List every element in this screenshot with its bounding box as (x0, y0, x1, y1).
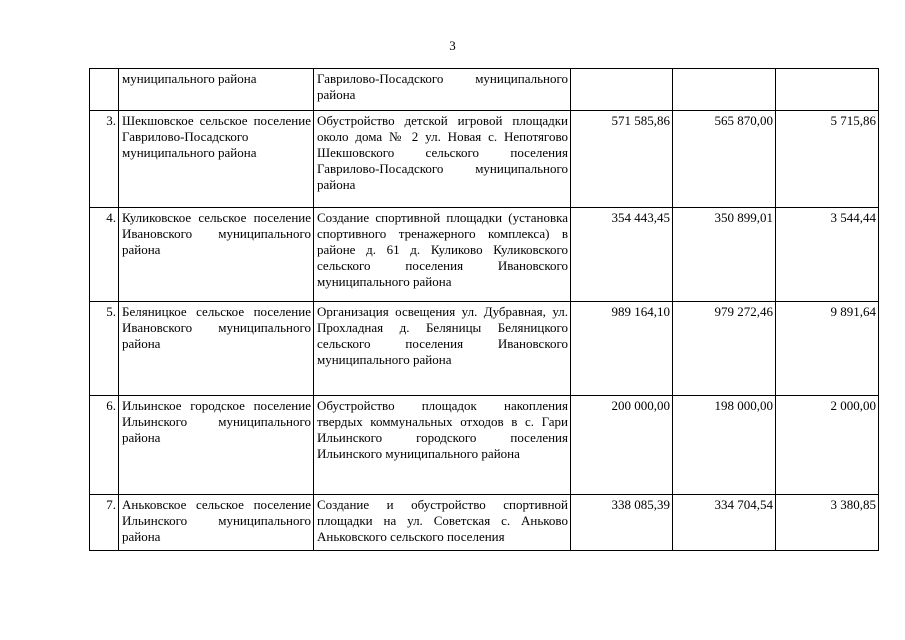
total-amount-cell: 338 085,39 (571, 495, 673, 551)
table-row (90, 396, 879, 495)
project-cell: Создание и обустройство спортивной площадки на ул. Советская с. Аньково Аньковского сельского поселения (314, 495, 571, 551)
grant-table (89, 68, 879, 551)
regional-amount-cell: 979 272,46 (673, 302, 776, 396)
local-amount-cell: 3 544,44 (776, 208, 879, 302)
regional-amount-cell: 565 870,00 (673, 111, 776, 208)
project-cell: Создание спортивной площадки (установка спортивного тренажерного комплекса) в районе д. 61 д. Куликово Куликовского сельского поселения Ивановского муниципального района (314, 208, 571, 302)
regional-amount-cell: 350 899,01 (673, 208, 776, 302)
project-cell: Гаврилово-Посадского муниципального района (314, 69, 571, 111)
total-amount-cell: 354 443,45 (571, 208, 673, 302)
project-cell: Обустройство площадок накопления твердых коммунальных отходов в с. Гари Ильинского городского поселения Ильинского муниципального района (314, 396, 571, 495)
row-number-cell: 4. (90, 208, 119, 302)
page-number: 3 (449, 38, 456, 53)
municipality-cell: муниципального района (119, 69, 314, 111)
table-row (90, 208, 879, 302)
municipality-cell: Аньковское сельское поселение Ильинского муниципального района (119, 495, 314, 551)
local-amount-cell: 9 891,64 (776, 302, 879, 396)
municipality-cell: Беляницкое сельское поселение Ивановского муниципального района (119, 302, 314, 396)
table-row (90, 111, 879, 208)
project-cell: Обустройство детской игровой площадки около дома № 2 ул. Новая с. Непотягово Шекшовского сельского поселения Гаврилово-Посадского муниципального района (314, 111, 571, 208)
table-row (90, 302, 879, 396)
local-amount-cell: 2 000,00 (776, 396, 879, 495)
total-amount-cell: 989 164,10 (571, 302, 673, 396)
total-amount-cell (571, 69, 673, 111)
total-amount-cell: 571 585,86 (571, 111, 673, 208)
row-number-cell: 7. (90, 495, 119, 551)
table-row (90, 495, 879, 551)
municipality-cell: Ильинское городское поселение Ильинского муниципального района (119, 396, 314, 495)
municipality-cell: Шекшовское сельское поселение Гаврилово-Посадского муниципального района (119, 111, 314, 208)
regional-amount-cell (673, 69, 776, 111)
local-amount-cell (776, 69, 879, 111)
row-number-cell: 5. (90, 302, 119, 396)
local-amount-cell: 3 380,85 (776, 495, 879, 551)
municipality-cell: Куликовское сельское поселение Ивановского муниципального района (119, 208, 314, 302)
regional-amount-cell: 198 000,00 (673, 396, 776, 495)
row-number-cell: 6. (90, 396, 119, 495)
project-cell: Организация освещения ул. Дубравная, ул. Прохладная д. Беляницы Беляницкого сельского поселения Ивановского муниципального района (314, 302, 571, 396)
table-row-continuation (90, 69, 879, 111)
row-number-cell: 3. (90, 111, 119, 208)
row-number-cell (90, 69, 119, 111)
local-amount-cell: 5 715,86 (776, 111, 879, 208)
total-amount-cell: 200 000,00 (571, 396, 673, 495)
regional-amount-cell: 334 704,54 (673, 495, 776, 551)
